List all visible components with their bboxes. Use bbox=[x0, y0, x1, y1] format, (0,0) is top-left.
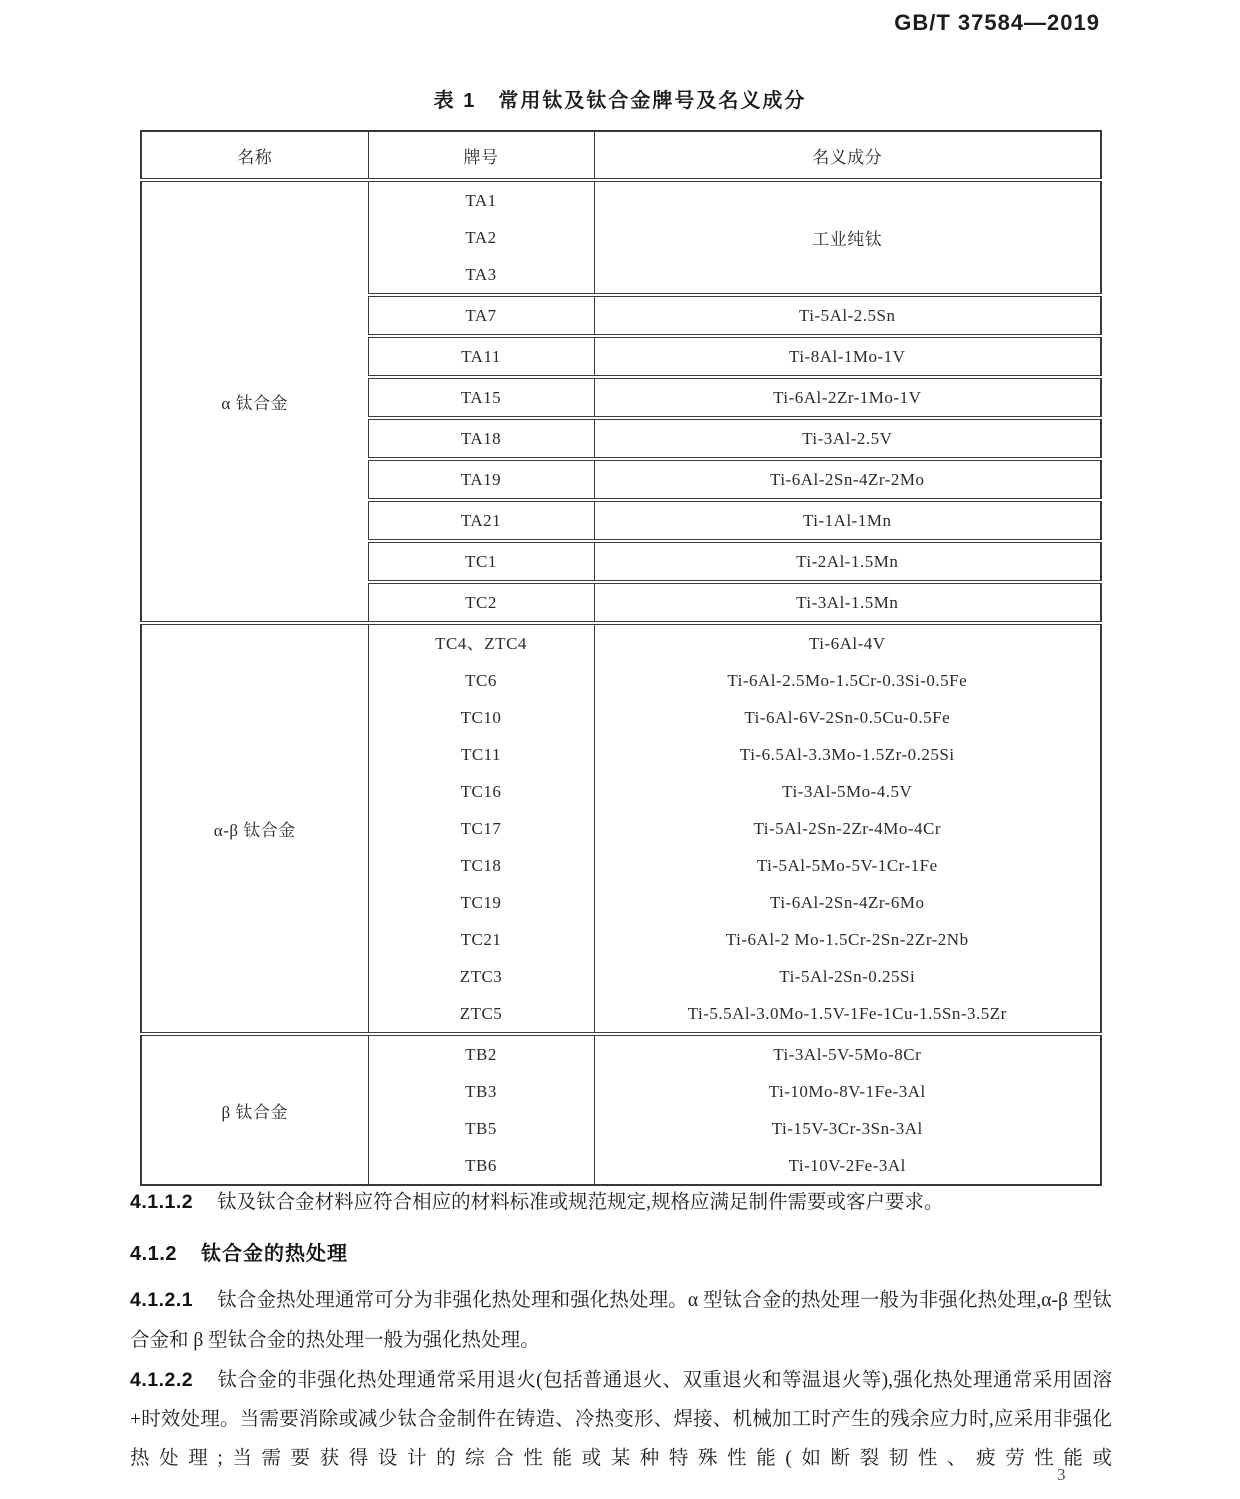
clause-number-4-1-2-2: 4.1.2.2 bbox=[130, 1369, 194, 1391]
composition-cell: Ti-10Mo-8V-1Fe-3Al bbox=[594, 1073, 1101, 1110]
grade-cell bbox=[368, 500, 594, 541]
composition-cell: Ti-6Al-4V bbox=[594, 623, 1101, 662]
grade-value: TC11 bbox=[460, 745, 502, 764]
grade-value: TC16 bbox=[460, 782, 502, 801]
table-row bbox=[141, 623, 1101, 662]
clause-number-4-1-1-2: 4.1.1.2 bbox=[130, 1191, 194, 1213]
grade-value: TA11 bbox=[461, 347, 501, 366]
grade-value: TA3 bbox=[465, 265, 497, 284]
composition-cell: Ti-6Al-2.5Mo-1.5Cr-0.3Si-0.5Fe bbox=[594, 662, 1101, 699]
clause-text-4-1-2-1: 钛合金热处理通常可分为非强化热处理和强化热处理。α 型钛合金的热处理一般为非强化热处理,α-β 型钛合金和 β 型钛合金的热处理一般为强化热处理。 bbox=[130, 1290, 1112, 1351]
clause-text-4-1-2-2: 钛合金的非强化热处理通常采用退火(包括普通退火、双重退火和等温退火等),强化热处理通常采用固溶+时效处理。当需要消除或减少钛合金制件在铸造、冷热变形、焊接、机械加工时产生的残余应力时,应采用非强化热处理;当需要获得设计的综合性能或某种特殊性能(如断裂韧性、疲劳性能或 bbox=[130, 1370, 1112, 1469]
grade-cell bbox=[368, 847, 594, 884]
composition-cell: Ti-2Al-1.5Mn bbox=[594, 541, 1101, 582]
grade-cell bbox=[368, 699, 594, 736]
composition-cell: Ti-15V-3Cr-3Sn-3Al bbox=[594, 1110, 1101, 1147]
grade-value: TA2 bbox=[465, 228, 497, 247]
grade-cell bbox=[368, 541, 594, 582]
grade-value: TB2 bbox=[465, 1045, 497, 1064]
grade-cell bbox=[368, 1147, 594, 1185]
composition-cell: Ti-3Al-2.5V bbox=[594, 418, 1101, 459]
grade-value: TC18 bbox=[460, 856, 502, 875]
grade-value: TC21 bbox=[460, 930, 502, 949]
grade-value: TC17 bbox=[460, 819, 502, 838]
clause-4-1-2-2 bbox=[130, 1361, 1112, 1478]
grade-value: TC19 bbox=[460, 893, 502, 912]
grade-value: TA15 bbox=[460, 388, 502, 407]
standard-code: GB/T 37584—2019 bbox=[894, 10, 1100, 35]
grade-value: ZTC3 bbox=[459, 967, 503, 986]
grade-value: TB3 bbox=[465, 1082, 497, 1101]
grade-value: TA21 bbox=[460, 511, 502, 530]
composition-cell: Ti-5Al-5Mo-5V-1Cr-1Fe bbox=[594, 847, 1101, 884]
grade-cell bbox=[368, 995, 594, 1034]
grade-value: TA1 bbox=[465, 191, 497, 210]
body-text bbox=[130, 1183, 1112, 1478]
grade-value: ZTC5 bbox=[459, 1004, 503, 1023]
composition-cell: Ti-6Al-2 Mo-1.5Cr-2Sn-2Zr-2Nb bbox=[594, 921, 1101, 958]
table-title: 表 1 常用钛及钛合金牌号及名义成分 bbox=[433, 90, 807, 112]
composition-cell: Ti-10V-2Fe-3Al bbox=[594, 1147, 1101, 1185]
grade-cell bbox=[368, 810, 594, 847]
clause-number-4-1-2-1: 4.1.2.1 bbox=[130, 1289, 194, 1311]
clause-4-1-1-2 bbox=[130, 1183, 1112, 1222]
table-row bbox=[141, 1034, 1101, 1073]
grade-cell bbox=[368, 773, 594, 810]
group-name-cell: α-β 钛合金 bbox=[141, 623, 368, 1034]
grade-value: TC4、ZTC4 bbox=[435, 634, 527, 653]
composition-cell: 工业纯钛 bbox=[594, 180, 1101, 295]
clause-text-4-1-1-2: 钛及钛合金材料应符合相应的材料标准或规范规定,规格应满足制件需要或客户要求。 bbox=[217, 1192, 944, 1213]
group-name-cell: β 钛合金 bbox=[141, 1034, 368, 1185]
grade-value: TA18 bbox=[460, 429, 502, 448]
grade-cell bbox=[368, 662, 594, 699]
grade-cell bbox=[368, 1073, 594, 1110]
grade-value: TC1 bbox=[465, 552, 497, 571]
grade-value: TB6 bbox=[465, 1156, 497, 1175]
composition-cell: Ti-1Al-1Mn bbox=[594, 500, 1101, 541]
grade-cell bbox=[368, 623, 594, 662]
grade-value: TA7 bbox=[465, 306, 497, 325]
composition-cell: Ti-5Al-2.5Sn bbox=[594, 295, 1101, 336]
column-header-composition: 名义成分 bbox=[594, 131, 1101, 180]
grade-cell bbox=[368, 336, 594, 377]
composition-cell: Ti-6Al-2Sn-4Zr-2Mo bbox=[594, 459, 1101, 500]
grade-cell bbox=[368, 295, 594, 336]
composition-cell: Ti-5Al-2Sn-0.25Si bbox=[594, 958, 1101, 995]
grade-value: TA19 bbox=[460, 470, 502, 489]
grade-cell bbox=[368, 459, 594, 500]
composition-cell: Ti-6Al-6V-2Sn-0.5Cu-0.5Fe bbox=[594, 699, 1101, 736]
heading-4-1-2 bbox=[130, 1234, 1112, 1274]
composition-cell: Ti-5Al-2Sn-2Zr-4Mo-4Cr bbox=[594, 810, 1101, 847]
grade-cell bbox=[368, 1110, 594, 1147]
column-header-name: 名称 bbox=[141, 131, 368, 180]
clause-4-1-2-1 bbox=[130, 1280, 1112, 1361]
grade-cell bbox=[368, 921, 594, 958]
group-name-cell: α 钛合金 bbox=[141, 180, 368, 623]
table-header-row bbox=[141, 131, 1101, 180]
heading-text-4-1-2: 钛合金的热处理 bbox=[200, 1243, 348, 1265]
alloy-table-body bbox=[141, 180, 1101, 1185]
alloy-table bbox=[140, 130, 1102, 1186]
grade-value: TC10 bbox=[460, 708, 502, 727]
composition-cell: Ti-6.5Al-3.3Mo-1.5Zr-0.25Si bbox=[594, 736, 1101, 773]
grade-value: TC2 bbox=[465, 593, 497, 612]
composition-cell: Ti-6Al-2Sn-4Zr-6Mo bbox=[594, 884, 1101, 921]
grade-cell bbox=[368, 180, 594, 295]
grade-cell bbox=[368, 582, 594, 623]
grade-value: TB5 bbox=[465, 1119, 497, 1138]
page-number: 3 bbox=[1057, 1465, 1066, 1484]
composition-cell: Ti-3Al-1.5Mn bbox=[594, 582, 1101, 623]
composition-cell: Ti-3Al-5Mo-4.5V bbox=[594, 773, 1101, 810]
table-row bbox=[141, 180, 1101, 295]
composition-cell: Ti-3Al-5V-5Mo-8Cr bbox=[594, 1034, 1101, 1073]
grade-cell bbox=[368, 736, 594, 773]
composition-cell: Ti-8Al-1Mo-1V bbox=[594, 336, 1101, 377]
grade-cell bbox=[368, 377, 594, 418]
clause-number-4-1-2: 4.1.2 bbox=[130, 1243, 177, 1265]
grade-cell bbox=[368, 958, 594, 995]
grade-value: TC6 bbox=[465, 671, 497, 690]
grade-cell bbox=[368, 884, 594, 921]
column-header-grade: 牌号 bbox=[368, 131, 594, 180]
composition-cell: Ti-6Al-2Zr-1Mo-1V bbox=[594, 377, 1101, 418]
grade-cell bbox=[368, 1034, 594, 1073]
grade-cell bbox=[368, 418, 594, 459]
composition-cell: Ti-5.5Al-3.0Mo-1.5V-1Fe-1Cu-1.5Sn-3.5Zr bbox=[594, 995, 1101, 1034]
